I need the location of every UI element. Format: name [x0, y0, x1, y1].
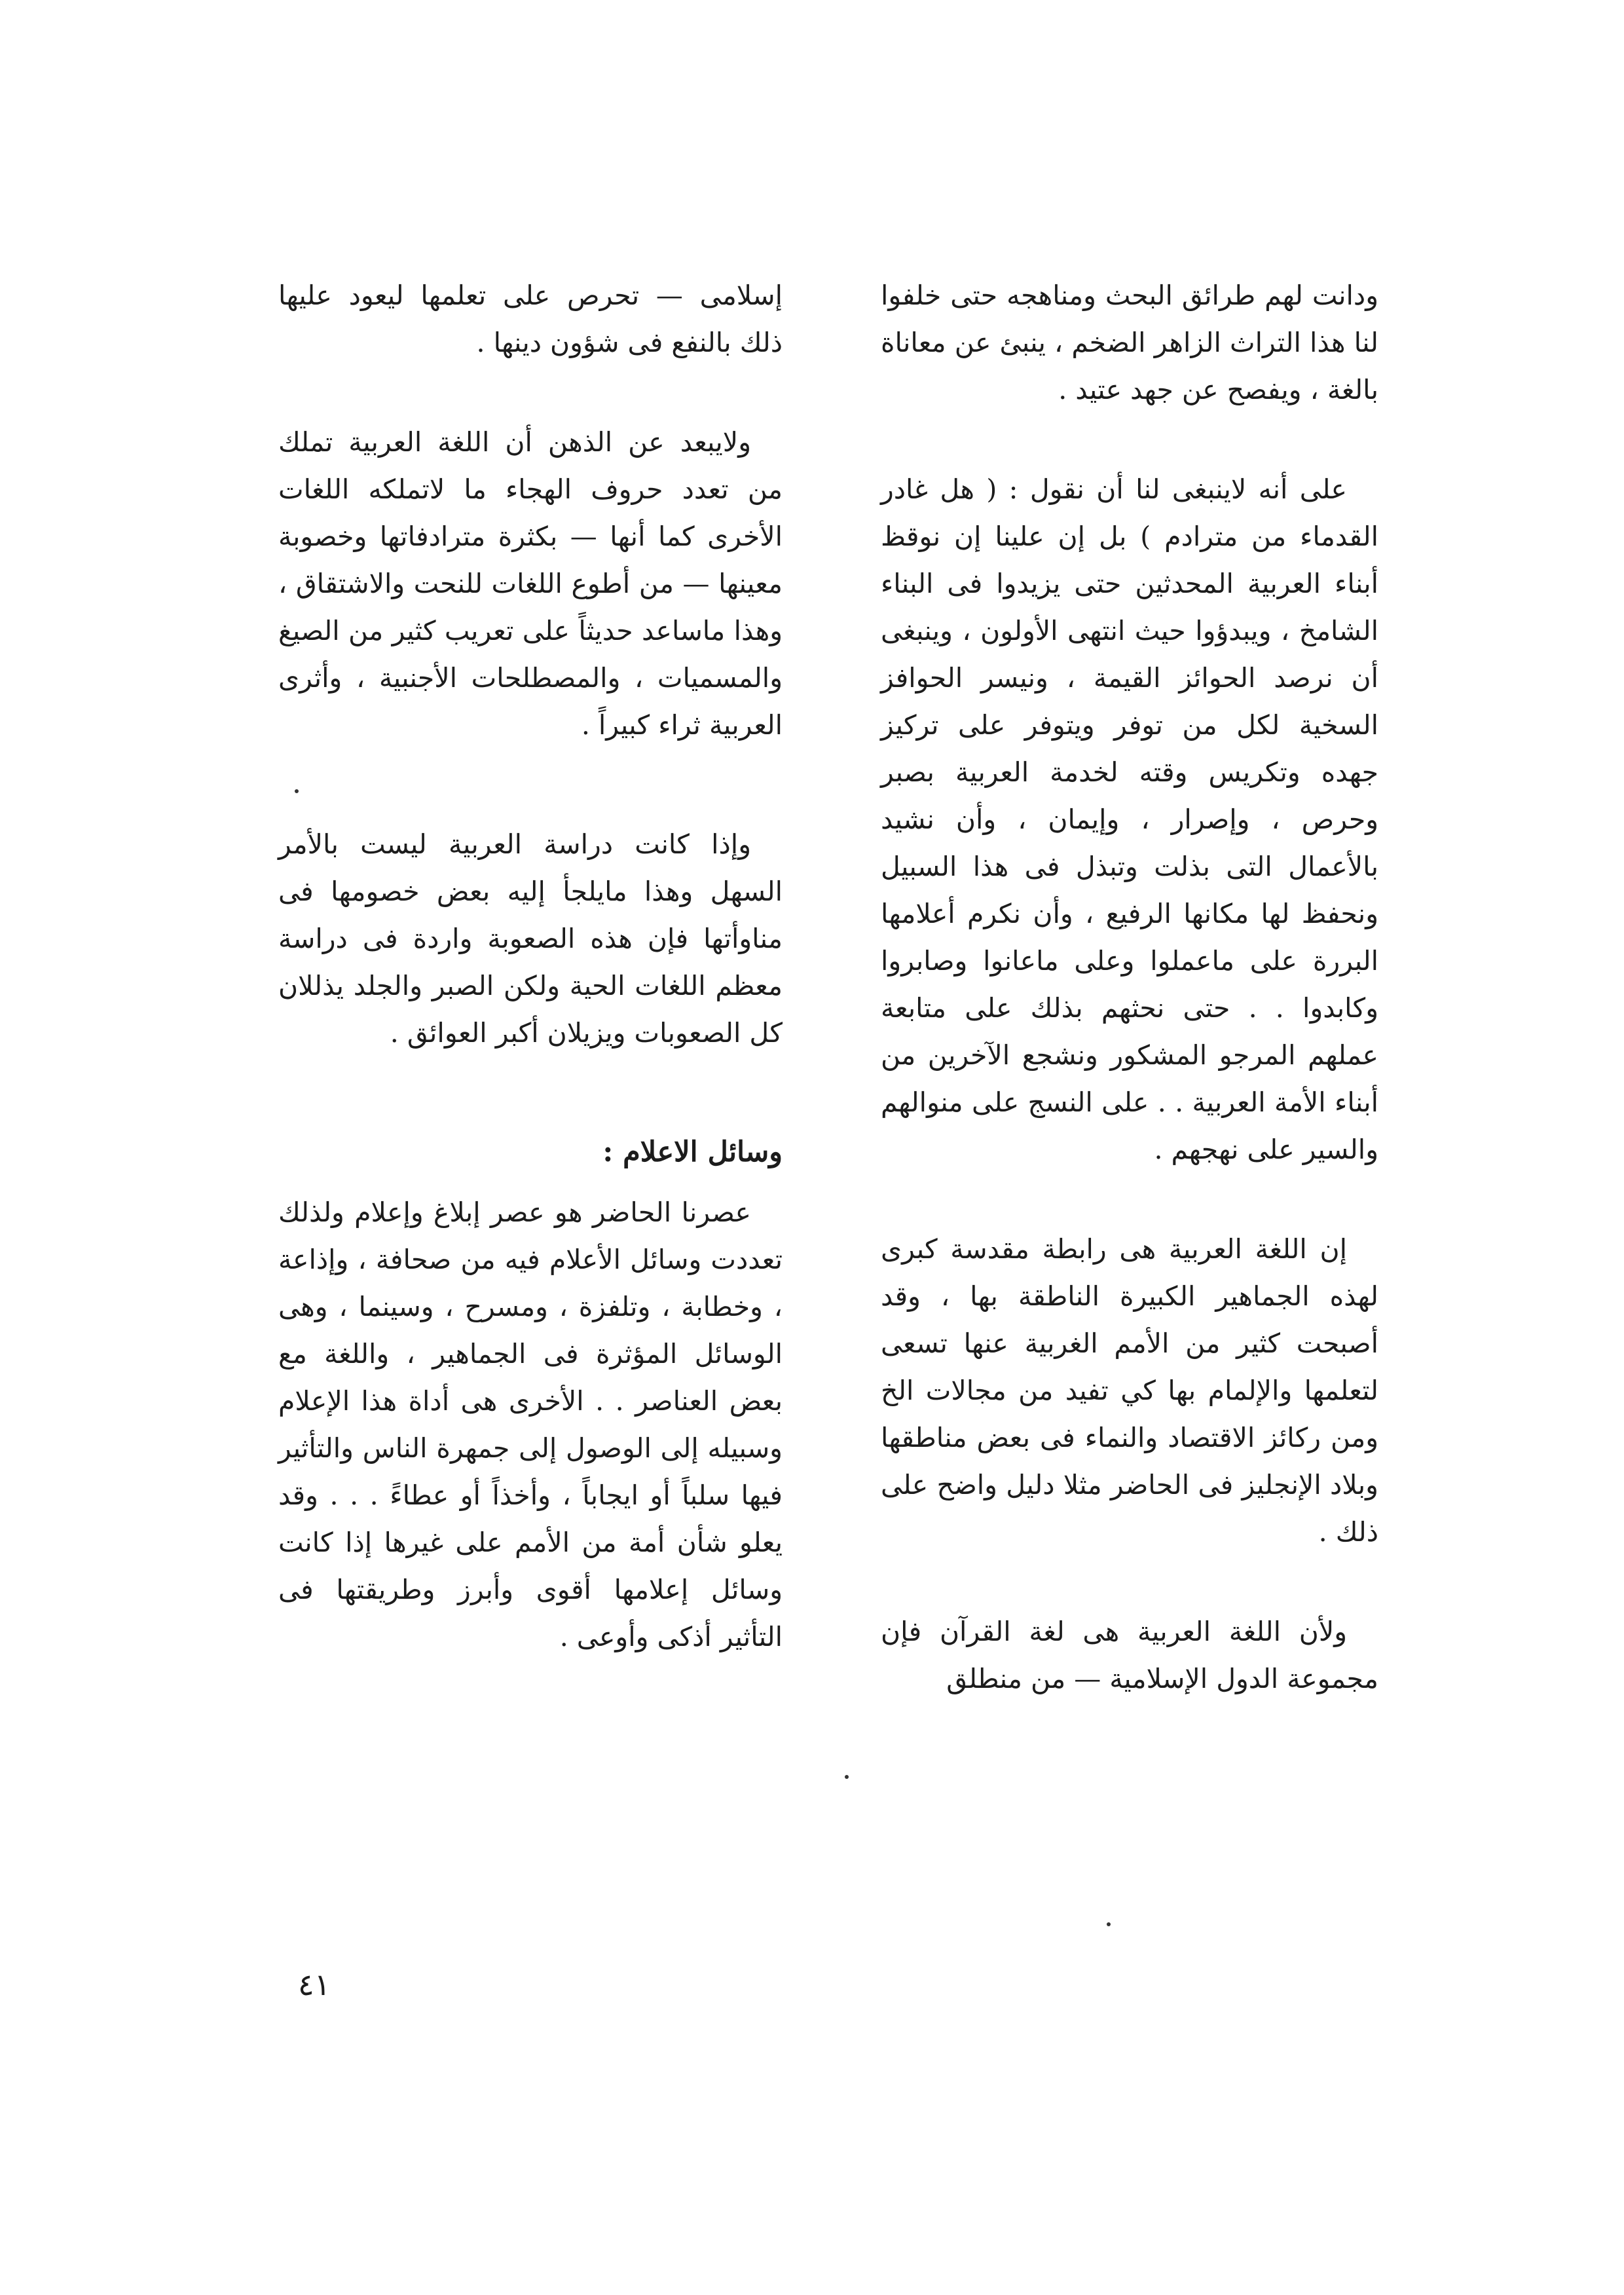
paragraph: ودانت لهم طرائق البحث ومناهجه حتى خلفوا لنا هذا التراث الزاهر الضخم ، ينبئ عن معاناة بالغة ، ويفصح عن جهد عتيد .: [881, 280, 1378, 405]
paragraph: على أنه لاينبغى لنا أن نقول : ( هل غادر القدماء من مترادم ) بل إن علينا إن نوقظ أبناء العربية المحدثين حتى يزيدوا فى البناء الشامخ ، ويبدؤوا حيث انتهى الأولون ، وينبغى أن نرصد الحوائز القيمة ، ونيسر الحوافز السخية لكل من توفر ويتوفر على تركيز جهده وتكريس وقته لخدمة العربية بصبر وحرص ، وإصرار ، وإيمان ، وأن نشيد بالأعمال التى بذلت وتبذل فى هذا السبيل ونحفظ لها مكانها الرفيع ، وأن نكرم أعلامها البررة على ماعملوا وعلى ماعانوا وصابروا وكابدوا . . حتى نحثهم بذلك على متابعة عملهم المرجو المشكور ونشجع الآخرين من أبناء الأمة العربية . . على النسج على منوالهم والسير على نهجهم .: [881, 474, 1378, 1165]
paragraph: عصرنا الحاضر هو عصر إبلاغ وإعلام ولذلك تعددت وسائل الأعلام فيه من صحافة ، وإذاعة ، وخطابة ، وتلفزة ، ومسرح ، وسينما ، وهى الوسائل المؤثرة فى الجماهير ، واللغة مع بعض العناصر . . الأخرى هى أداة هذا الإعلام وسبيله إلى الوصول إلى جمهرة الناس والتأثير فيها سلباً أو ايجاباً ، وأخذاً أو عطاءً . . . وقد يعلو شأن أمة من الأمم على غيرها إذا كانت وسائل إعلامها أقوى وأبرز وطريقتها فى التأثير أذكى وأوعى .: [278, 1197, 783, 1652]
section-heading: وسائل الاعلام :: [602, 1136, 783, 1168]
print-speck: [1107, 1922, 1111, 1926]
print-speck: [295, 789, 299, 793]
paragraph: وإذا كانت دراسة العربية ليست بالأمر السهل وهذا مايلجأ إليه بعض خصومها فى مناوأتها فإن هذه الصعوبة واردة فى دراسة معظم اللغات الحية ولكن الصبر والجلد يذللان كل الصعوبات ويزيلان أكبر العوائق .: [278, 829, 783, 1049]
paragraph: إن اللغة العربية هى رابطة مقدسة كبرى لهذه الجماهير الكبيرة الناطقة بها ، وقد أصبحت كثير من الأمم الغربية عنها تسعى لتعلمها والإلمام بها كي تفيد من مجالات الخ ومن ركائز الاقتصاد والنماء فى بعض مناطقها وبلاد الإنجليز فى الحاضر مثلا دليل واضح على ذلك .: [881, 1233, 1378, 1548]
right-text-column: [881, 272, 1378, 1736]
paragraph: ولايبعد عن الذهن أن اللغة العربية تملك من تعدد حروف الهجاء ما لاتملكه اللغات الأخرى كما أنها — بكثرة مترادفاتها وخصوبة معينها — من أطوع اللغات للنحت والاشتقاق ، وهذا ماساعد حديثاً على تعريب كثير من الصيغ والمسميات ، والمصطلحات الأجنبية ، وأثرى العربية ثراء كبيراً .: [278, 426, 783, 741]
page-number: ٤١: [298, 1967, 331, 2002]
print-speck: [845, 1775, 849, 1779]
left-text-column: [278, 272, 783, 1694]
paragraph: إسلامى — تحرص على تعلمها ليعود عليها ذلك بالنفع فى شؤون دينها .: [278, 280, 783, 358]
paragraph: ولأن اللغة العربية هى لغة القرآن فإن مجموعة الدول الإسلامية — من منطلق: [881, 1616, 1378, 1694]
